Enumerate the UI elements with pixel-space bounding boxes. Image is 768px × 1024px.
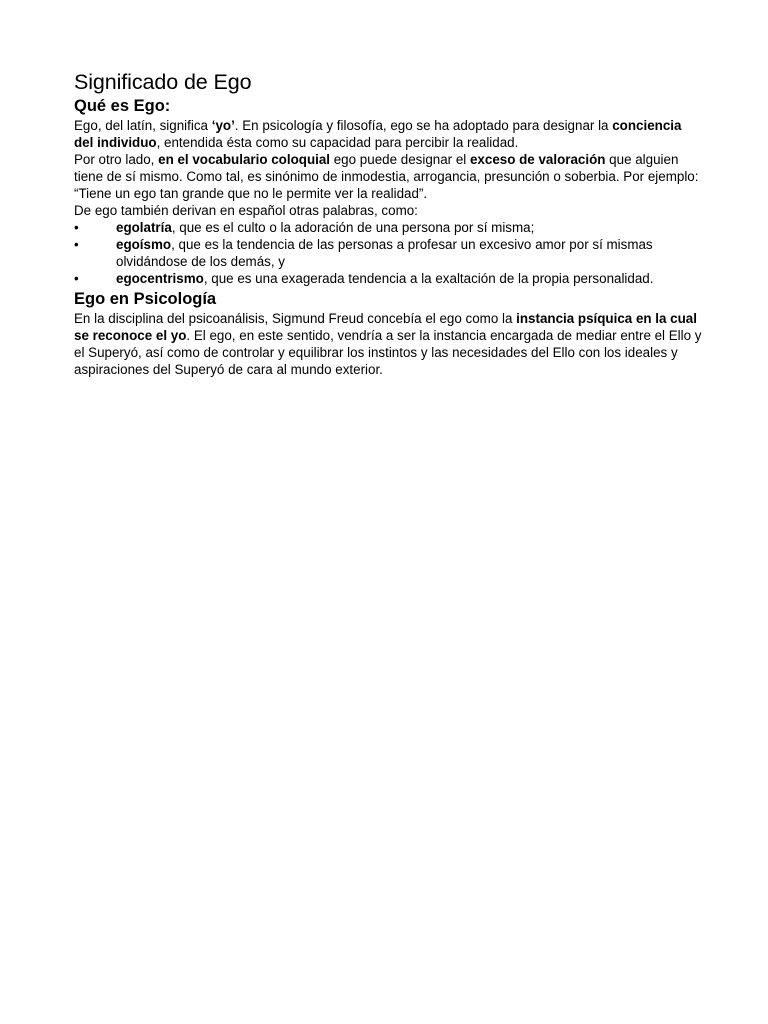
paragraph-definition: Ego, del latín, significa ‘yo’. En psicología y filosofía, ego se ha adoptado para designar la conciencia del individuo, entendida ésta como su capacidad para percibir la realidad. [74,118,682,150]
bullet-icon: • [74,271,79,286]
bold-exceso: exceso de valoración [469,152,606,167]
list-item-text: , que es la tendencia de las personas a profesar un excesivo amor por sí mismas olvidándose de los demás, y [116,237,653,269]
section-heading-ego-psicologia: Ego en Psicología [74,290,217,308]
bold-conciencia: conciencia del individuo [74,118,682,150]
paragraph-colloquial: Por otro lado, en el vocabulario coloquial ego puede designar el exceso de valoración que alguien tiene de sí mismo. Como tal, es sinónimo de inmodestia, arrogancia, presunción o soberbia. Por ejemplo: “Tiene un ego tan grande que no le permite ver la realidad”. [74,152,699,201]
document-page [74,68,704,378]
derivations-list [74,219,704,287]
list-item [74,236,704,270]
list-item-term: egolatría [116,220,172,235]
document-title: Significado de Ego [74,70,252,94]
paragraph-freud: En la disciplina del psicoanálisis, Sigmund Freud concebía el ego como la instancia psíquica en la cual se reconoce el yo. El ego, en este sentido, vendría a ser la instancia encargada de mediar entre el Ello y el Superyó, así como de controlar y equilibrar los instintos y las necesidades del Ello con los ideales y aspiraciones del Superyó de cara al mundo exterior. [74,311,702,377]
list-item-term: egoísmo [116,237,172,252]
section-heading-que-es-ego: Qué es Ego: [74,97,171,115]
list-item [74,270,704,287]
bullet-icon: • [74,220,79,235]
list-item-text: , que es el culto o la adoración de una persona por sí misma; [171,220,535,235]
bold-instancia: instancia psíquica en la cual se reconoce el yo [74,311,697,343]
bold-vocabulario: en el vocabulario coloquial [158,152,331,167]
bullet-icon: • [74,237,79,252]
bold-yo: ‘yo’ [211,118,235,133]
list-item-text: , que es una exagerada tendencia a la exaltación de la propia personalidad. [203,271,654,286]
list-item-term: egocentrismo [116,271,204,286]
list-item [74,219,704,236]
paragraph-derivations-intro: De ego también derivan en español otras palabras, como: [74,203,418,218]
